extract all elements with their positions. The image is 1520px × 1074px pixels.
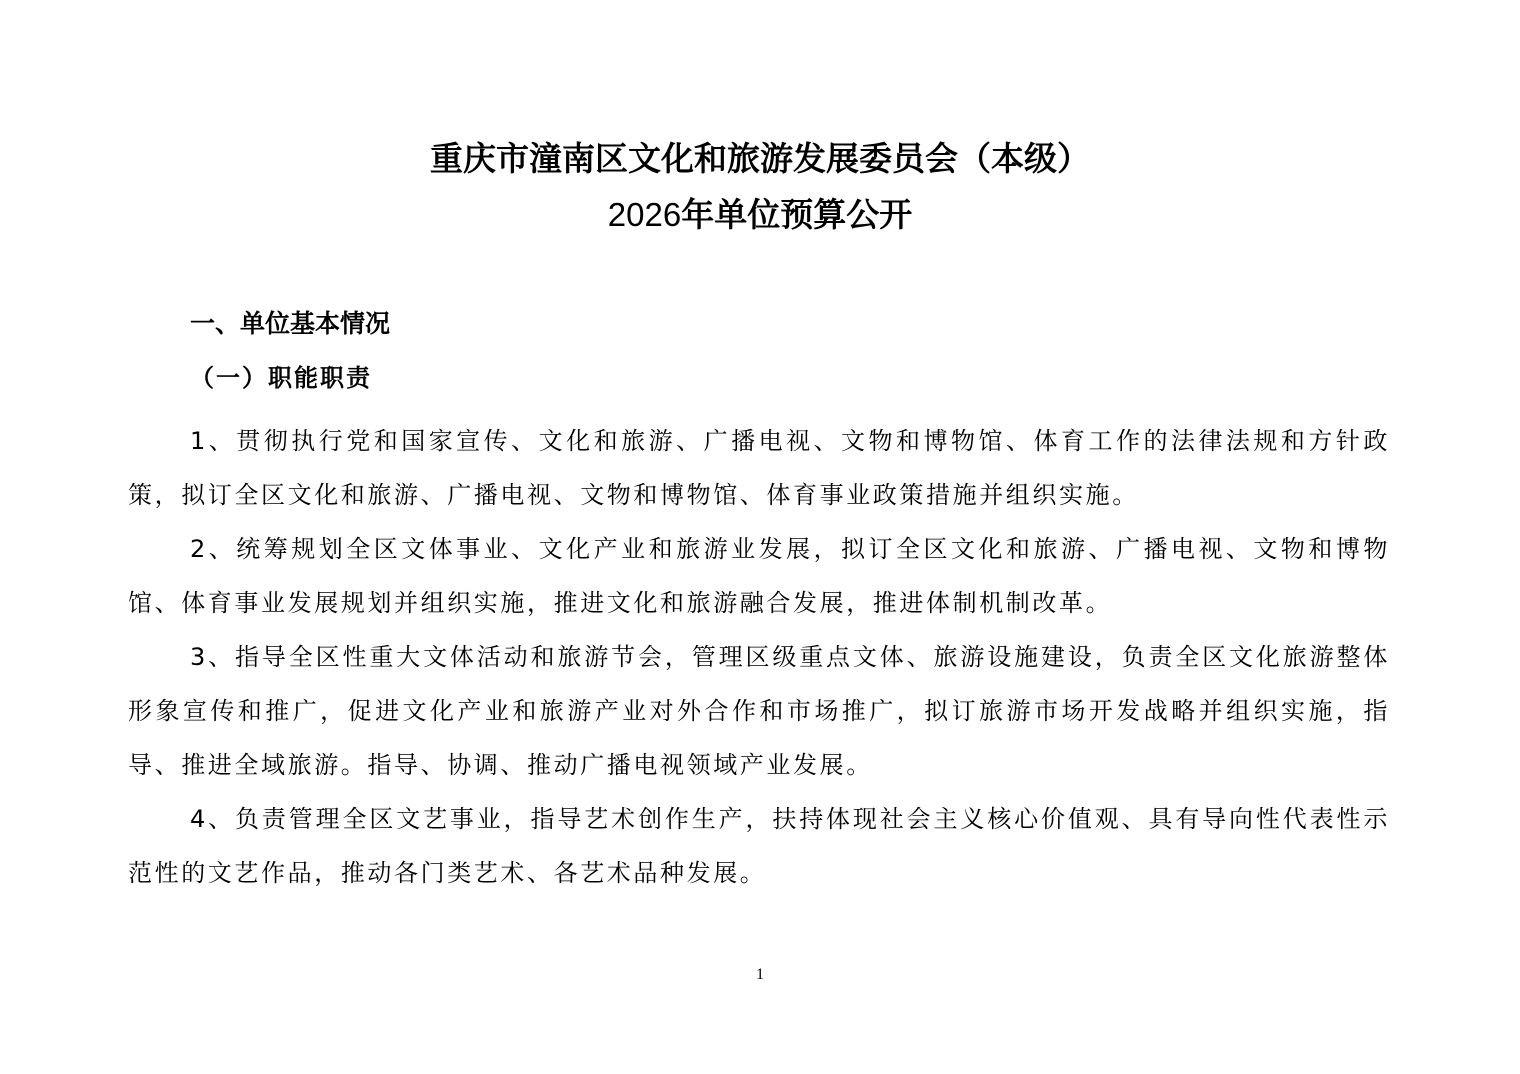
document-title-line1: 重庆市潼南区文化和旅游发展委员会（本级） <box>430 139 1090 178</box>
title-line2-text: 年单位预算公开 <box>681 195 913 234</box>
duties-list <box>128 414 1390 900</box>
section-heading: 一、单位基本情况 <box>190 309 391 338</box>
title-year: 2026 <box>607 196 682 233</box>
duty-paragraph-1: 1、贯彻执行党和国家宣传、文化和旅游、广播电视、文物和博物馆、体育工作的法律法规和方针政策，拟订全区文化和旅游、广播电视、文物和博物馆、体育事业政策措施并组织实施。 <box>128 427 1390 509</box>
duty-paragraph-4: 4、负责管理全区文艺事业，指导艺术创作生产，扶持体现社会主义核心价值观、具有导向性代表性示范性的文艺作品，推动各门类艺术、各艺术品种发展。 <box>128 805 1390 887</box>
sub-heading: （一）职能职责 <box>190 364 372 392</box>
document-title-line2 <box>0 195 1520 235</box>
duty-paragraph-2: 2、统筹规划全区文体事业、文化产业和旅游业发展，拟订全区文化和旅游、广播电视、文物和博物馆、体育事业发展规划并组织实施，推进文化和旅游融合发展，推进体制机制改革。 <box>128 535 1390 617</box>
duty-paragraph-3: 3、指导全区性重大文体活动和旅游节会，管理区级重点文体、旅游设施建设，负责全区文化旅游整体形象宣传和推广，促进文化产业和旅游产业对外合作和市场推广，拟订旅游市场开发战略并组织实施，指导、推进全域旅游。指导、协调、推动广播电视领域产业发展。 <box>128 643 1390 779</box>
page-number: 1 <box>756 966 764 983</box>
